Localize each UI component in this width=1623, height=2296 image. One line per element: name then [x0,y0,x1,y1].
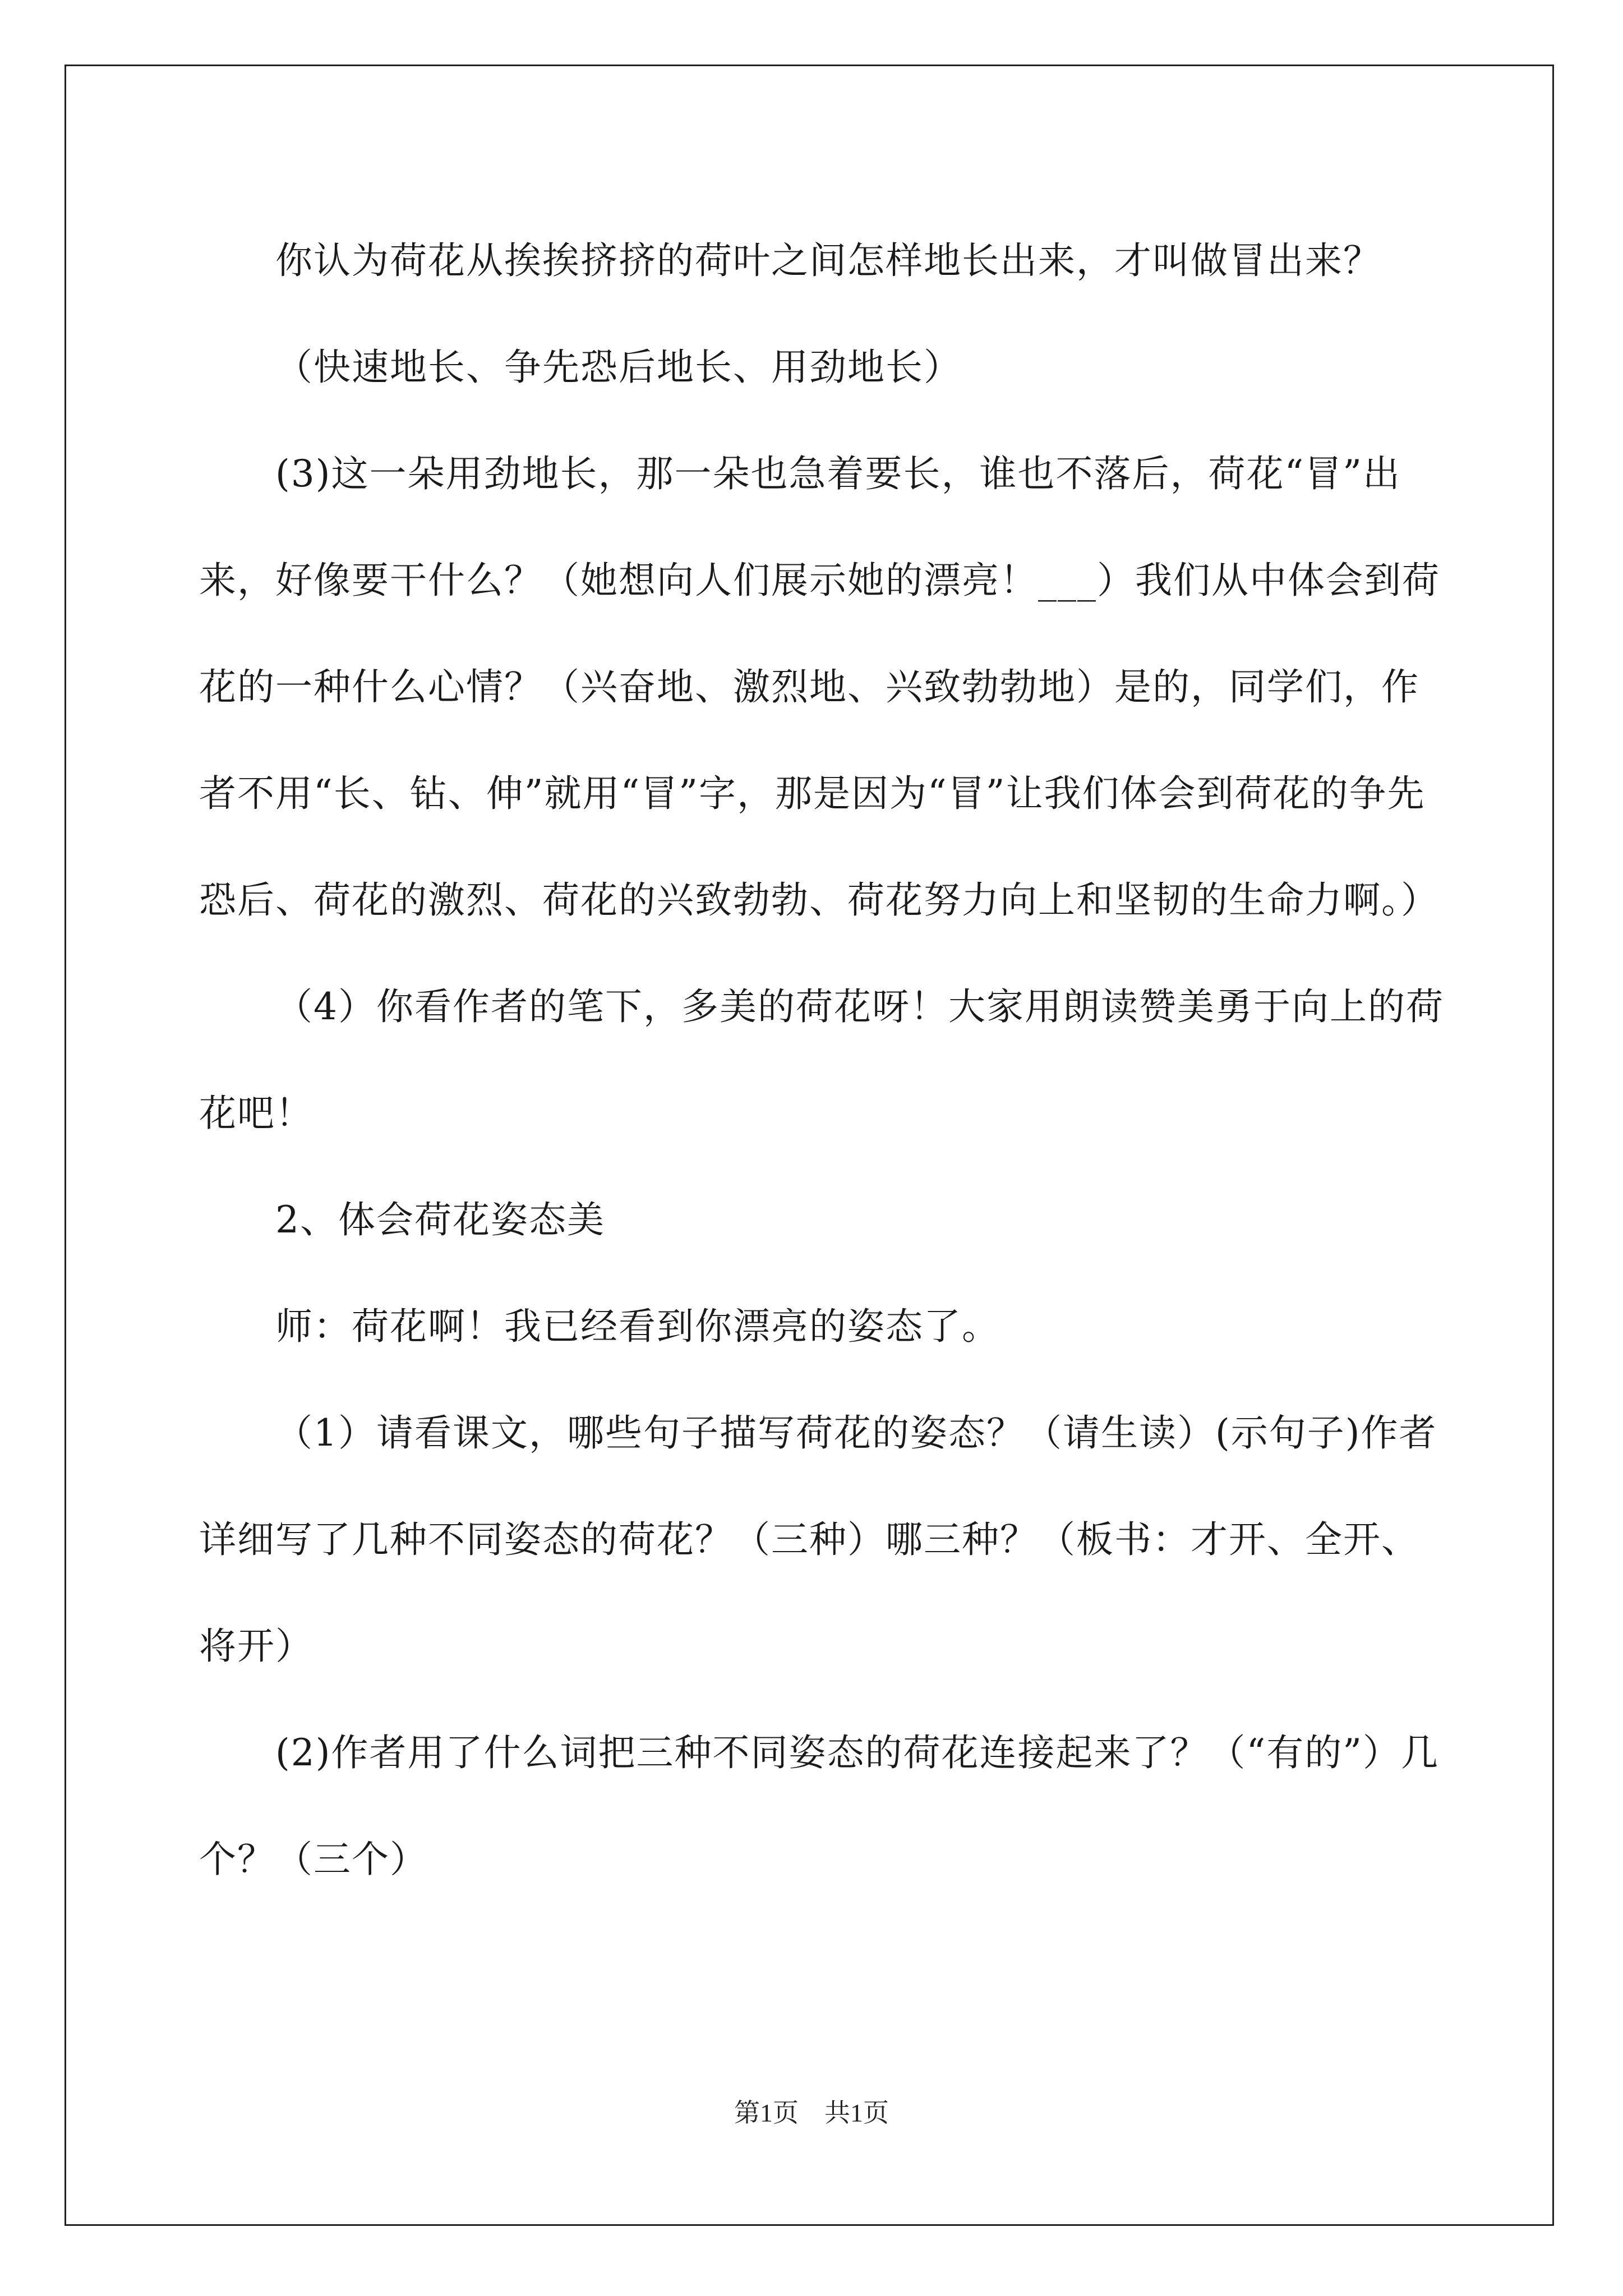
paragraph-3: (3)这一朵用劲地长，那一朵也急着要长，谁也不落后，荷花“冒”出来，好像要干什么？（她想向人们展示她的漂亮！___）我们从中体会到荷花的一种什么心情？（兴奋地、激烈地、兴致勃勃地）是的，同学们，作者不用“长、钻、伸”就用“冒”字，那是因为“冒”让我们体会到荷花的争先恐后、荷花的激烈、荷花的兴致勃勃、荷花努力向上和坚韧的生命力啊。） [199,452,1440,922]
paragraph-6: 师：荷花啊！我已经看到你漂亮的姿态了。 [275,1305,1000,1348]
paragraph-5: 2、体会荷花姿态美 [275,1198,605,1241]
page-footer: 第1页 共1页 [734,2099,889,2127]
paragraph-7: （1）请看课文，哪些句子描写荷花的姿态？（请生读）(示句子)作者详细写了几种不同姿态的荷花？（三种）哪三种？（板书：才开、全开、将开） [199,1411,1437,1668]
document-body [199,208,1450,1913]
paragraph-8: (2)作者用了什么词把三种不同姿态的荷花连接起来了？（“有的”）几个？（三个） [199,1731,1439,1881]
paragraph-1: 你认为荷花从挨挨挤挤的荷叶之间怎样地长出来，才叫做冒出来？ [275,239,1381,282]
paragraph-4: （4）你看作者的笔下，多美的荷花呀！大家用朗读赞美勇于向上的荷花吧！ [199,985,1444,1135]
paragraph-2: （快速地长、争先恐后地长、用劲地长） [275,346,962,389]
